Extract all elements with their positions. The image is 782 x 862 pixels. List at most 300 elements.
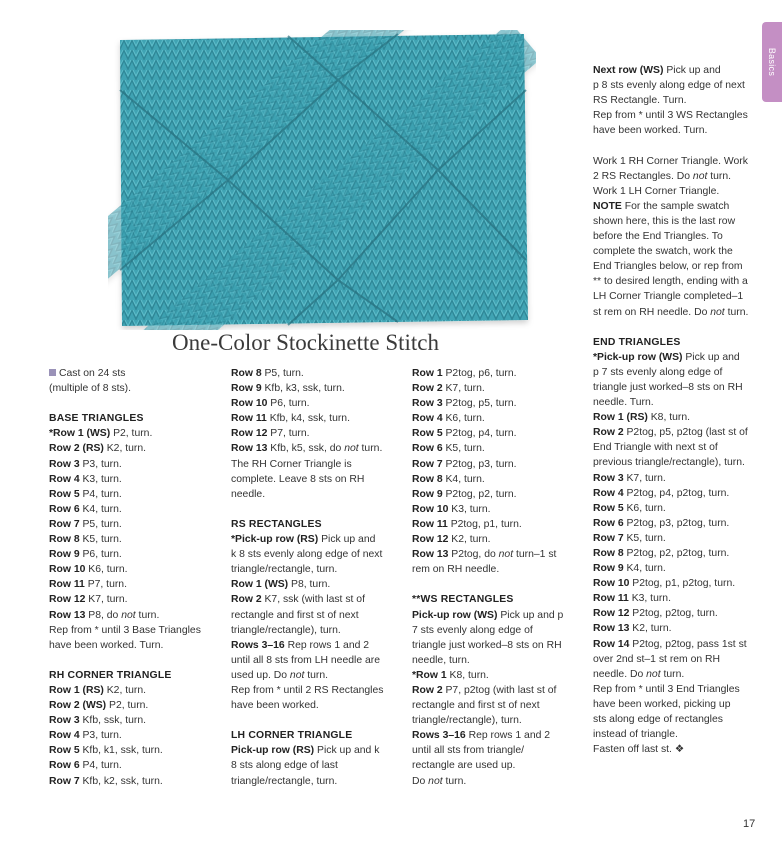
line-text: triangle/rectangle, turn. [231,775,338,787]
instruction-line [412,457,584,472]
line-text: RS Rectangle. Turn. [593,95,687,107]
row-label: Row 1 (WS) [231,579,289,591]
line-text: P7, turn. [84,579,127,591]
line-text: P2tog, p3, turn. [442,458,517,470]
line-text: Rep rows 1 and 2 [284,639,370,651]
row-label: Row 2 [593,427,624,439]
instruction-line [412,381,584,396]
row-label: Row 10 [231,398,268,410]
instruction-line [593,199,763,214]
knit-swatch-image [108,30,536,330]
line-text: Work 1 RH Corner Triangle. Work [593,155,748,167]
instruction-line [231,426,401,441]
instruction-line [412,608,584,623]
line-text: triangle/rectangle), turn. [412,715,522,727]
instruction-line [593,184,763,199]
emphasis: not [498,549,514,561]
line-text: K6, turn. [85,564,128,576]
line-text: P2, turn. [110,428,153,440]
line-text: P4, turn. [79,760,122,772]
instruction-line [412,487,584,502]
line-text: P2tog, p4, p2tog, turn. [623,487,730,499]
instruction-line [231,653,401,668]
row-label: Row 6 [412,443,443,455]
row-label: Row 6 [49,503,80,515]
line-text: P2tog, p2, turn. [442,488,517,500]
instruction-line [412,698,584,713]
line-text: used up. Do [231,669,290,681]
instruction-line [49,532,219,547]
line-text: have been worked, picking up [593,698,731,710]
row-label: Row 5 [49,745,80,757]
row-label: Row 7 [49,775,80,787]
instruction-line [593,727,763,742]
line-text: End Triangles below, or rep from [593,261,743,273]
row-label: Row 9 [593,563,624,575]
row-label: Row 12 [231,428,268,440]
row-label: Row 8 [49,534,80,546]
row-label: NOTE [593,200,622,212]
line-text: Pick up and k [314,745,380,757]
line-text: End Triangle with next st of [593,442,718,454]
line-text: P6, turn. [267,398,310,410]
instruction-line [412,517,584,532]
row-label: Row 12 [412,534,449,546]
line-text: Kfb, k4, ssk, turn. [266,413,350,425]
line-text: K8, turn. [647,412,691,424]
line-text: turn–1 st [513,549,557,561]
line-text: complete. Leave 8 sts on RH [231,473,365,485]
instruction-line [593,455,763,470]
instruction-line [412,623,584,638]
instruction-line [231,532,401,547]
instruction-line [593,123,763,138]
section-tab[interactable] [762,22,782,102]
instruction-line [412,638,584,653]
instruction-line [49,457,219,472]
row-label: *Row 1 [412,669,447,681]
line-text: triangle/rectangle), turn. [231,624,341,636]
row-label: Row 13 [49,609,86,621]
line-text: Kfb, k1, ssk, turn. [79,745,163,757]
line-text: Rep rows 1 and 2 [465,730,551,742]
instruction-line [593,606,763,621]
line-text: turn. [358,443,383,455]
line-text: P2tog, p2, p2tog, turn. [623,548,730,559]
line-text: LH Corner Triangle completed–1 [593,291,744,303]
line-text: K4, turn. [442,473,485,485]
line-text: Rep from * until 3 Base Triangles [49,624,201,636]
instruction-line [231,608,401,623]
instruction-line [593,546,763,561]
instruction-line [412,547,584,562]
line-text: over 2nd st–1 st rem on RH [593,653,721,665]
row-label: Row 3 [49,715,80,727]
instruction-line [231,472,401,487]
line-text: shown here, this is the last row [593,215,736,227]
line-text: until all sts from triangle/ [412,745,525,757]
instruction-line [593,154,763,169]
line-text: Rep from * until 2 RS Rectangles [231,684,384,696]
instruction-line [49,608,219,623]
instruction-line [593,244,763,259]
line-text: Pick up and [682,351,740,363]
row-label: *Pick-up row (RS) [231,534,319,546]
instruction-line [593,274,763,289]
line-text: P2tog, p4, turn. [442,428,517,440]
instruction-line [593,93,763,108]
line-text: P2tog, do [448,549,499,561]
row-label: Row 6 [49,760,80,772]
row-label: Row 13 [231,443,268,455]
line-text: turn. [660,668,685,680]
line-text: P2tog, p2tog, pass 1st st [629,638,747,650]
row-label: Row 3 [593,472,624,484]
line-text: P2tog, p2tog, turn. [629,608,718,620]
line-text: K6, turn. [623,502,666,514]
line-text: P2tog, p6, turn. [442,368,517,379]
line-text: needle. Turn. [593,397,654,409]
instruction-line [231,758,401,773]
row-label: Row 13 [593,623,630,635]
line-text: K2, turn. [103,443,147,455]
line-text: sts along edge of rectangles [593,714,723,726]
emphasis: not [710,306,725,318]
row-label: Row 2 (RS) [49,443,104,455]
instruction-line [593,169,763,184]
line-text: complete the swatch, work the [593,246,733,258]
row-label: Row 5 [412,428,443,440]
line-text: K3, turn. [448,503,491,515]
line-text: K3, turn. [79,473,122,485]
instruction-line [593,395,763,410]
instruction-line [49,743,219,758]
instruction-line [49,547,219,562]
line-text: needle. [231,488,266,500]
instruction-line [593,214,763,229]
line-text: Work 1 LH Corner Triangle. [593,185,720,197]
line-text: triangle just worked–8 sts on RH [412,639,562,651]
instruction-line [412,728,584,743]
line-text: turn. [724,306,749,318]
instruction-line [593,259,763,274]
line-text: P6, turn. [79,549,122,561]
line-text: previous triangle/rectangle), turn. [593,457,745,469]
instruction-line [593,652,763,667]
row-label: Row 1 (RS) [593,412,648,424]
instruction-line [593,305,763,320]
instruction-line [231,562,401,577]
row-label: Row 7 [49,518,80,530]
line-text: rectangle are used up. [412,760,516,772]
line-text: P2tog, p5, p2tog (last st of [623,427,748,439]
line-text: P2tog, p1, p2tog, turn. [629,578,736,590]
line-text: 7 sts evenly along edge of [412,624,533,636]
line-text: st rem on RH needle. Do [593,306,711,318]
instruction-line [412,713,584,728]
line-text: K4, turn. [623,563,666,575]
line-text: ** to desired length, ending with a [593,276,748,288]
column-4 [593,63,763,757]
instruction-line [593,229,763,244]
section-heading: END TRIANGLES [593,336,681,348]
line-text: have been worked. [231,700,319,712]
row-label: Row 7 [593,532,624,544]
row-label: Row 2 [412,383,443,395]
line-text: 2 RS Rectangles. Do [593,170,693,182]
row-label: Row 11 [412,518,448,530]
emphasis: not [289,669,305,681]
row-label: Row 3 [49,458,80,470]
row-label: Row 1 [412,368,443,379]
line-text: needle. Do [593,668,647,680]
row-label: Row 3 [412,398,443,410]
line-text: rem on RH needle. [412,564,500,576]
instruction-line [593,697,763,712]
section-heading: RS RECTANGLES [231,518,322,530]
row-label: Row 10 [593,578,630,590]
row-label: Row 4 [593,487,624,499]
instruction-line [231,592,401,607]
line-text: K5, turn. [442,443,485,455]
row-label: Row 9 [412,488,443,500]
line-text: P5, turn. [79,518,122,530]
line-text: P3, turn. [79,730,122,742]
instruction-line [412,743,584,758]
instruction-line [231,683,401,698]
instruction-line [412,758,584,773]
line-text: P2, turn. [106,700,149,712]
instruction-line [412,774,584,789]
instruction-line [412,366,584,381]
line-text: K7, ssk (with last st of [261,594,365,606]
instruction-line [231,487,401,502]
row-label: Row 10 [49,564,86,576]
line-text: Rep from * until 3 End Triangles [593,683,740,695]
instruction-line [49,758,219,773]
instruction-line [412,683,584,698]
section-heading: LH CORNER TRIANGLE [231,730,353,742]
instruction-line [231,366,401,381]
line-text: Cast on 24 sts [59,368,126,379]
line-text: The RH Corner Triangle is [231,458,352,470]
line-text: triangle/rectangle, turn. [231,564,338,576]
row-label: Row 9 [231,383,262,395]
row-label: Row 4 [49,730,80,742]
row-label: Row 7 [412,458,443,470]
line-text: P7, p2tog (with last st of [442,684,557,696]
line-text: needle, turn. [412,654,470,666]
line-text: p 8 sts evenly along edge of next [593,80,745,92]
line-text: P7, turn. [267,428,310,440]
instruction-line [49,381,219,396]
instruction-line [231,743,401,758]
line-text: K3, turn. [628,593,671,605]
row-label: *Pick-up row (WS) [593,351,683,363]
row-label: Row 8 [231,368,262,379]
row-label: Pick-up row (WS) [412,609,498,621]
instruction-line [49,517,219,532]
instruction-line [593,471,763,486]
instruction-line [49,698,219,713]
instruction-line [231,774,401,789]
instruction-line [49,426,219,441]
row-label: Row 10 [412,503,449,515]
emphasis: not [121,609,136,621]
line-text: P2tog, p3, p2tog, turn. [623,517,730,529]
row-label: Next row (WS) [593,65,664,76]
emphasis: not [646,668,661,680]
line-text: turn. [707,170,732,182]
line-text: Do [412,775,429,787]
line-text: K7, turn. [623,472,666,484]
section-heading: BASE TRIANGLES [49,413,144,425]
section-heading: **WS RECTANGLES [412,594,514,606]
instruction-line [593,486,763,501]
row-label: Row 2 [412,684,443,696]
instruction-line [593,576,763,591]
bullet-marker [49,369,56,376]
emphasis: not [692,170,708,182]
row-label: Row 13 [412,549,449,561]
line-text: For the sample swatch [621,200,730,212]
row-label: Row 9 [49,549,80,561]
line-text: p 7 sts evenly along edge of [593,366,723,378]
line-text: triangle just worked–8 sts on RH [593,381,743,393]
instruction-line [412,426,584,441]
instruction-line [49,623,219,638]
line-text: until all 8 sts from LH needle are [231,654,381,666]
row-label: Row 4 [412,413,443,425]
line-text: Kfb, k5, ssk, do [267,443,345,455]
instruction-line [593,531,763,546]
instruction-line [412,411,584,426]
instruction-line [593,63,763,78]
line-text: turn. [442,775,467,787]
row-label: Row 11 [49,579,85,591]
row-label: Row 2 (WS) [49,700,107,712]
instruction-line [593,712,763,727]
instruction-line [412,502,584,517]
line-text: P2tog, p5, turn. [442,398,517,410]
row-label: Row 8 [412,473,443,485]
instruction-line [231,411,401,426]
instruction-line [231,457,401,472]
instruction-line [412,562,584,577]
row-label: Row 11 [231,413,267,425]
instruction-line [231,698,401,713]
line-text: K4, turn. [79,503,122,515]
instruction-line [412,441,584,456]
line-text: Pick up and [318,534,376,546]
instruction-line [231,547,401,562]
instruction-line [593,591,763,606]
instruction-line [593,350,763,365]
instruction-line [593,501,763,516]
line-text: Kfb, k2, ssk, turn. [79,775,163,787]
row-label: Row 11 [593,593,629,605]
line-text: Pick up and p [497,609,564,621]
line-text: have been worked. Turn. [49,639,164,651]
instruction-line [49,472,219,487]
instruction-line [593,621,763,636]
line-text: K2, turn. [103,684,147,696]
instruction-line [231,577,401,592]
instruction-line [593,742,763,757]
line-text: rectangle and first st of next [412,700,540,712]
instruction-line [593,78,763,93]
instruction-line [593,410,763,425]
row-label: Row 4 [49,473,80,485]
line-text: K6, turn. [442,413,485,425]
page-title: One-Color Stockinette Stitch [172,330,440,355]
instruction-line [593,425,763,440]
instruction-line [412,472,584,487]
instruction-line [593,380,763,395]
instruction-line [231,396,401,411]
line-text: rectangle and first st of next [231,609,359,621]
instruction-line [49,713,219,728]
row-label: Pick-up row (RS) [231,745,315,757]
line-text: P8, do [85,609,122,621]
instruction-line [593,667,763,682]
instruction-line [49,592,219,607]
section-heading: RH CORNER TRIANGLE [49,669,172,681]
row-label: Row 14 [593,638,630,650]
instruction-line [49,577,219,592]
instruction-line [49,502,219,517]
instruction-line [593,365,763,380]
row-label: Row 5 [593,502,624,514]
instruction-line [49,441,219,456]
line-text: instead of triangle. [593,729,678,741]
line-text: K5, turn. [623,532,666,544]
line-text: turn. [304,669,329,681]
line-text: P3, turn. [79,458,122,470]
line-text: k 8 sts evenly along edge of next [231,549,383,561]
instruction-line [49,366,219,381]
instruction-line [412,653,584,668]
column-2 [231,366,401,789]
instruction-line [231,668,401,683]
row-label: Row 2 [231,594,262,606]
emphasis: not [428,775,443,787]
row-label: Rows 3–16 [412,730,466,742]
instruction-line [49,562,219,577]
row-label: Row 1 (RS) [49,684,104,696]
instruction-line [49,487,219,502]
line-text: K7, turn. [85,594,128,606]
column-3 [412,366,584,789]
line-text: P5, turn. [261,368,304,379]
row-label: Row 8 [593,548,624,559]
instruction-line [49,638,219,653]
instruction-line [593,637,763,652]
line-text: turn. [135,609,160,621]
instruction-line [49,728,219,743]
instruction-line [231,381,401,396]
line-text: Fasten off last st. ❖ [593,744,685,756]
instruction-line [231,638,401,653]
instruction-line [49,774,219,789]
instruction-line [412,532,584,547]
instruction-line [231,623,401,638]
instruction-line [593,108,763,123]
instruction-line [593,561,763,576]
line-text: P4, turn. [79,488,122,500]
line-text: have been worked. Turn. [593,125,708,137]
column-1 [49,366,219,789]
